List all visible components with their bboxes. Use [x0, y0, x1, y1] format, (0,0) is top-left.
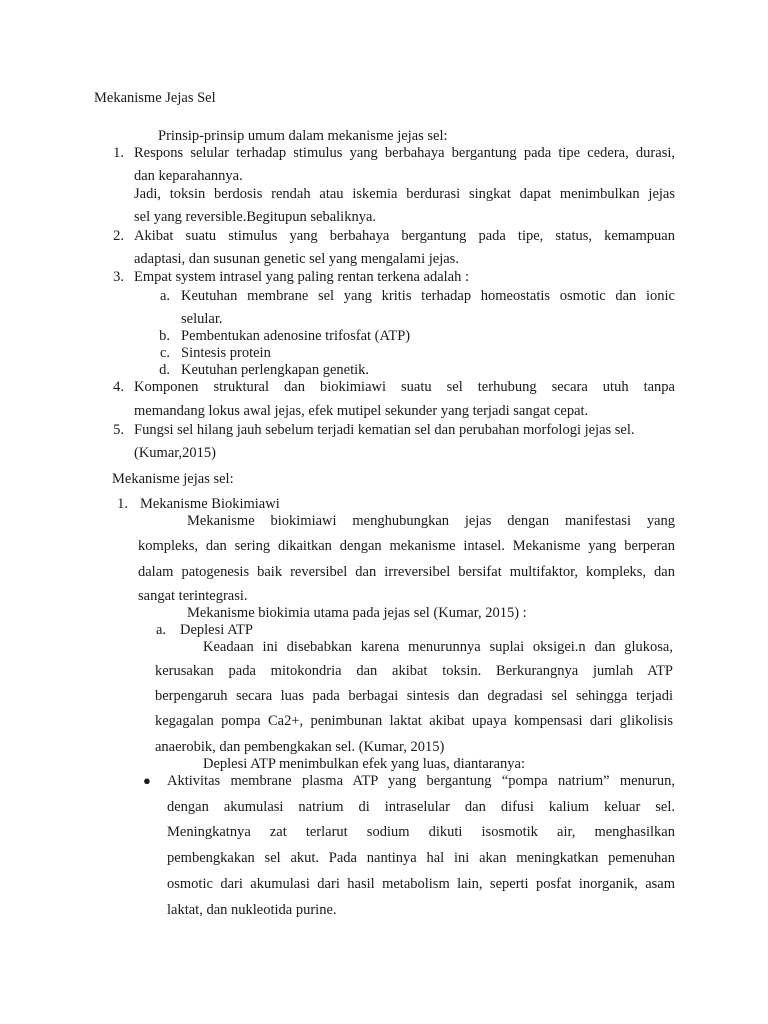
principle-3-line-1: Empat system intrasel yang paling rentan terkena adalah :: [134, 269, 469, 285]
principle-5-line-1: Fungsi sel hilang jauh sebelum terjadi kematian sel dan perubahan morfologi jejas sel.: [134, 422, 635, 438]
subitem-c: Sintesis protein: [181, 345, 271, 361]
list-number: 1.: [113, 145, 124, 161]
subitem-a-line-1: Keutuhan membrane sel yang kritis terhadap homeostatis osmotic dan ionic: [181, 288, 675, 304]
principle-1-line-3: Jadi, toksin berdosis rendah atau iskemia berdurasi singkat dapat menimbulkan jejas: [134, 186, 675, 202]
principle-2-line-2: adaptasi, dan susunan genetic sel yang mengalami jejas.: [134, 251, 459, 267]
principle-4-line-1: Komponen struktural dan biokimiawi suatu sel terhubung secara utuh tanpa: [134, 379, 675, 395]
deplesi-text: Deplesi ATP menimbulkan efek yang luas, diantaranya:: [203, 756, 526, 772]
utama-text: Mekanisme biokimia utama pada jejas sel (Kumar, 2015) :: [187, 605, 527, 621]
bullet-line-3: Meningkatnya zat terlarut sodium dikuti isosmotik air, menghasilkan: [167, 824, 675, 840]
para2-line-4: kegagalan pompa Ca2+, penimbunan laktat akibat upaya kompensasi dari glikolisis: [155, 713, 673, 729]
principle-5-line-2: (Kumar,2015): [134, 445, 216, 461]
document-title: Mekanisme Jejas Sel: [94, 90, 216, 106]
para1-line-2: kompleks, dan sering dikaitkan dengan mekanisme intasel. Mekanisme yang berperan: [138, 538, 675, 554]
bullet-icon: ●: [143, 773, 151, 788]
section-heading: Mekanisme jejas sel:: [112, 471, 234, 487]
item-title: Mekanisme Biokimiawi: [140, 496, 280, 512]
para2-line-1: Keadaan ini disebabkan karena menurunnya suplai oksigei.n dan glukosa,: [203, 639, 673, 655]
list-number: 2.: [113, 228, 124, 244]
bullet-line-6: laktat, dan nukleotida purine.: [167, 902, 337, 918]
bullet-line-2: dengan akumulasi natrium di intraselular dan difusi kalium keluar sel.: [167, 799, 675, 815]
para1-line-3: dalam patogenesis baik reversibel dan irreversibel bersifat multifaktor, kompleks, dan: [138, 564, 675, 580]
bullet-line-1: Aktivitas membrane plasma ATP yang bergantung “pompa natrium” menurun,: [167, 773, 675, 789]
principle-1-line-4: sel yang reversible.Begitupun sebaliknya.: [134, 209, 377, 225]
para1-line-4: sangat terintegrasi.: [138, 588, 248, 604]
para2-line-3: berpengaruh secara luas pada berbagai sintesis dan degradasi sel sehingga terjadi: [155, 688, 673, 704]
list-number: 4.: [113, 379, 124, 395]
para2-line-5: anaerobik, dan pembengkakan sel. (Kumar, 2015): [155, 739, 445, 755]
bullet-line-4: pembengkakan sel akut. Pada nantinya hal ini akan meningkatkan pemenuhan: [167, 850, 675, 866]
sub-marker: c.: [159, 345, 170, 361]
bullet-line-5: osmotic dari akumulasi dari hasil metabolism lain, seperti posfat inorganik, asam: [167, 876, 675, 892]
intro-text: Prinsip-prinsip umum dalam mekanisme jejas sel:: [158, 128, 448, 144]
subitem-a-line-2: selular.: [181, 311, 223, 327]
principle-1-line-1: Respons selular terhadap stimulus yang berbahaya bergantung pada tipe cedera, durasi,: [134, 145, 675, 161]
para2-line-2: kerusakan pada mitokondria dan akibat toksin. Berkurangnya jumlah ATP: [155, 663, 673, 679]
sub-title: Deplesi ATP: [180, 622, 253, 638]
list-number: 1.: [117, 496, 128, 512]
principle-4-line-2: memandang lokus awal jejas, efek mutipel sekunder yang terjadi sangat cepat.: [134, 403, 589, 419]
subitem-b: Pembentukan adenosine trifosfat (ATP): [181, 328, 411, 344]
principle-1-line-2: dan keparahannya.: [134, 168, 243, 184]
sub-marker: a.: [159, 288, 170, 304]
principle-2-line-1: Akibat suatu stimulus yang berbahaya bergantung pada tipe, status, kemampuan: [134, 228, 675, 244]
list-number: 3.: [113, 269, 124, 285]
para1-line-1: Mekanisme biokimiawi menghubungkan jejas dengan manifestasi yang: [187, 513, 675, 529]
sub-marker: d.: [159, 362, 170, 378]
sub-marker: b.: [159, 328, 170, 344]
sub-marker: a.: [155, 622, 166, 638]
list-number: 5.: [113, 422, 124, 438]
subitem-d: Keutuhan perlengkapan genetik.: [181, 362, 370, 378]
